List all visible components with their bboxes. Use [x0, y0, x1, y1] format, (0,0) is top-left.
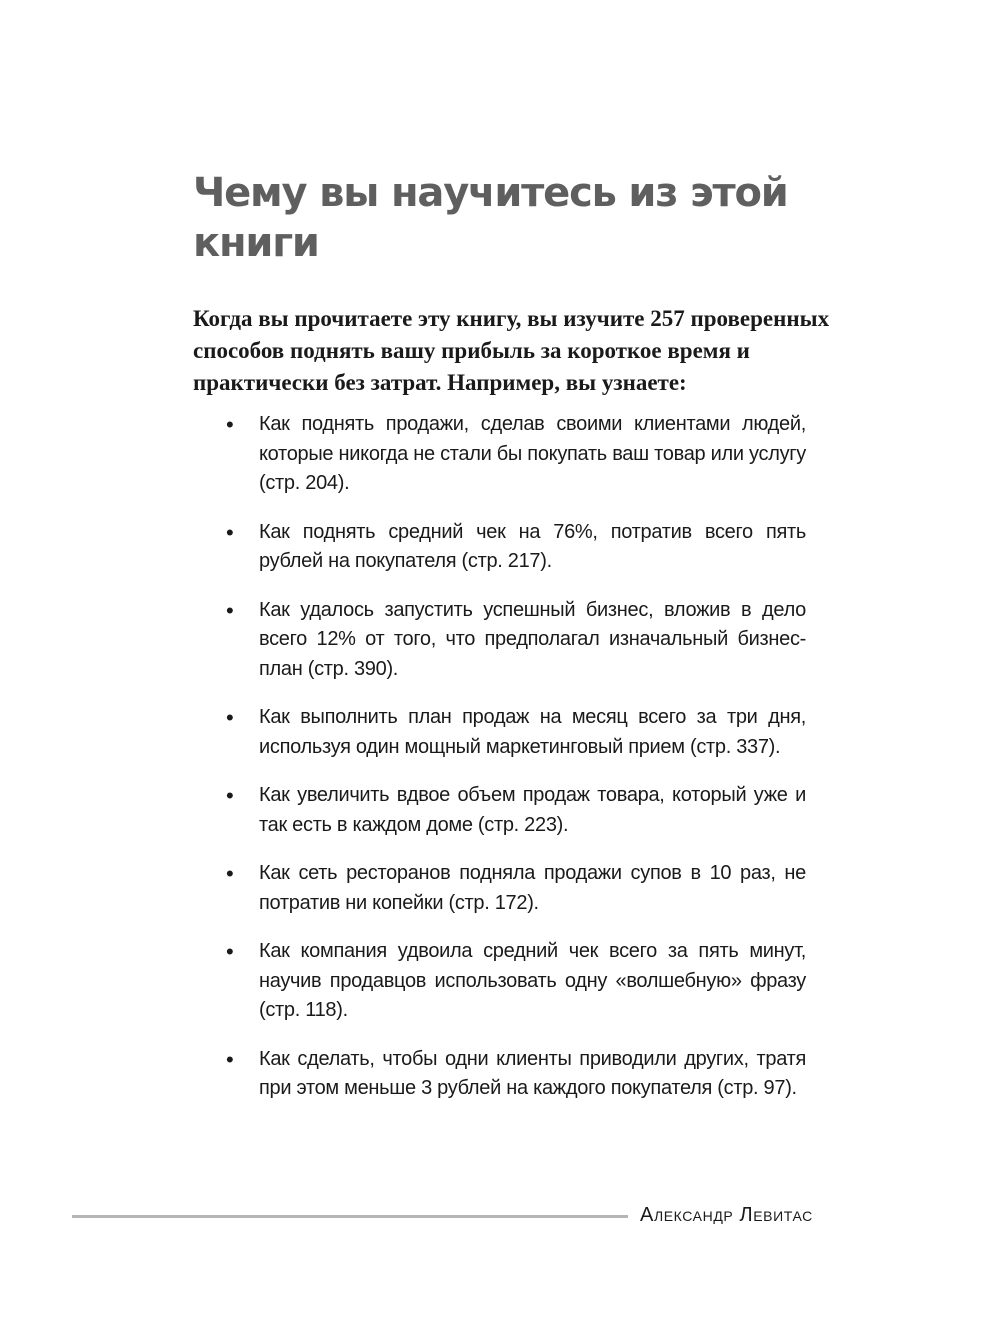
list-item-text: Как выполнить план продаж на месяц всего за три дня, используя один мощный маркетинговый прием (стр. 337). [259, 706, 806, 758]
list-item [226, 596, 806, 685]
benefits-list [226, 410, 806, 1123]
bullet-icon: • [226, 519, 234, 545]
intro-paragraph: Когда вы прочитаете эту книгу, вы изучите 257 проверенных способов поднять вашу прибыль за короткое время и практически без затрат. Например, вы узнаете: [193, 306, 830, 395]
list-item [226, 703, 806, 762]
list-item [226, 937, 806, 1026]
page-title: Чему вы научитесь из этой книги [193, 170, 788, 266]
list-item [226, 518, 806, 577]
list-item-text: Как сеть ресторанов подняла продажи супов в 10 раз, не потратив ни копейки (стр. 172). [259, 862, 806, 914]
bullet-icon: • [226, 705, 234, 730]
bullet-icon: • [226, 412, 234, 437]
list-item-text: Как удалось запустить успешный бизнес, вложив в дело всего 12% от того, что предполагал изначальный бизнес-план (стр. 390). [259, 598, 806, 680]
list-item [226, 1045, 806, 1104]
list-item [226, 781, 806, 840]
bullet-icon: • [226, 1046, 234, 1072]
bullet-icon: • [226, 783, 234, 808]
list-item-text: Как компания удвоила средний чек всего за пять минут, научив продавцов использовать одну «волшебную» фразу (стр. 118). [259, 940, 806, 1021]
footer-divider [72, 1215, 628, 1218]
running-footer-author: Александр Левитас [640, 1204, 813, 1226]
list-item [226, 859, 806, 918]
list-item-text: Как сделать, чтобы одни клиенты приводили других, тратя при этом меньше 3 рублей на каждого покупателя (стр. 97). [259, 1047, 806, 1099]
list-item [226, 410, 806, 499]
bullet-icon: • [226, 597, 234, 623]
bullet-icon: • [226, 861, 234, 886]
bullet-icon: • [226, 939, 234, 964]
list-item-text: Как поднять средний чек на 76%, потратив всего пять рублей на покупателя (стр. 217). [259, 520, 806, 572]
list-item-text: Как увеличить вдвое объем продаж товара, который уже и так есть в каждом доме (стр. 223). [259, 784, 806, 836]
list-item-text: Как поднять продажи, сделав своими клиентами людей, которые никогда не стали бы покупать ваш товар или услугу (стр. 204). [259, 413, 806, 494]
